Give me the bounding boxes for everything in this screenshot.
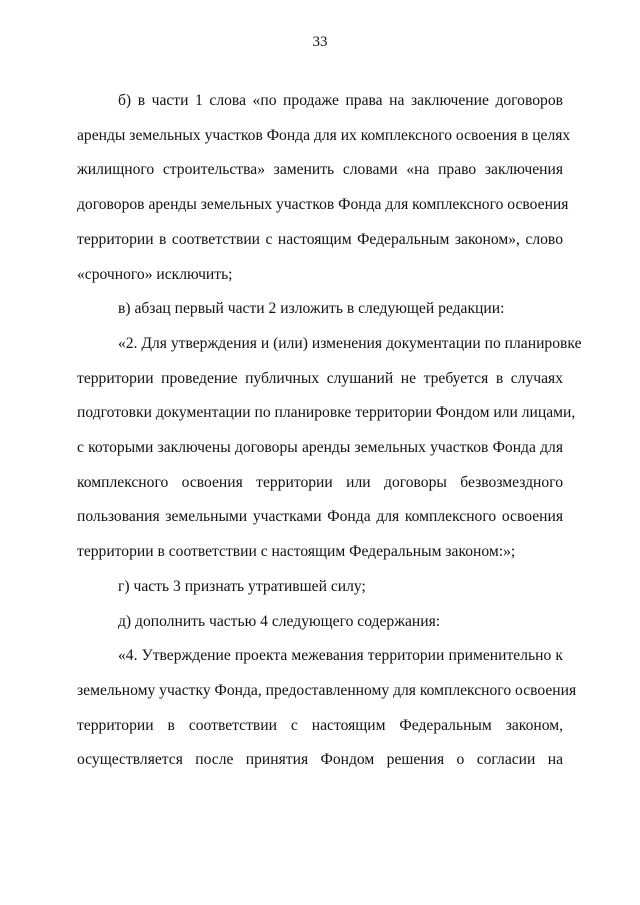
text-line: аренды земельных участков Фонда для их комплексного освоения в целях (77, 126, 571, 144)
text-line: комплексного освоения территории или договоры безвозмездного (77, 473, 563, 491)
paragraph-g (77, 570, 563, 605)
text-line: с которыми заключены договоры аренды земельных участков Фонда для (77, 439, 563, 457)
text-line: «срочного» исключить; (77, 265, 233, 283)
text-line: территории в соответствии с настоящим Федеральным законом», слово (77, 230, 563, 248)
text-line: осуществляется после принятия Фондом решения о согласии на (77, 751, 563, 769)
text-line: территории в соответствии с настоящим Федеральным законом:»; (77, 543, 516, 561)
text-line: территории проведение публичных слушаний не требуется в случаях (77, 369, 563, 387)
page-number: 33 (312, 34, 328, 50)
text-line: б) в части 1 слова «по продаже права на заключение договоров (118, 92, 563, 109)
text-line: жилищного строительства» заменить словами «на право заключения (77, 161, 563, 179)
paragraph-v (77, 292, 563, 327)
text-line: земельному участку Фонда, предоставленному для комплексного освоения (77, 681, 577, 699)
text-line: пользования земельными участками Фонда для комплексного освоения (77, 508, 563, 526)
text-line: в) абзац первый части 2 изложить в следующей редакции: (118, 300, 505, 318)
text-line: территории в соответствии с настоящим Федеральным законом, (77, 716, 563, 734)
text-line: д) дополнить частью 4 следующего содержания: (118, 612, 441, 630)
paragraph-quote-2 (77, 327, 582, 570)
paragraph-quote-4 (77, 639, 577, 778)
text-line: г) часть 3 признать утратившей силу; (118, 577, 366, 595)
paragraph-b (77, 84, 571, 292)
paragraph-d (77, 605, 563, 640)
text-line: «4. Утверждение проекта межевания территории применительно к (118, 647, 563, 665)
document-body (77, 84, 582, 778)
text-line: договоров аренды земельных участков Фонда для комплексного освоения (77, 196, 569, 214)
text-line: подготовки документации по планировке территории Фондом или лицами, (77, 404, 576, 422)
text-line: «2. Для утверждения и (или) изменения документации по планировке (118, 334, 582, 352)
